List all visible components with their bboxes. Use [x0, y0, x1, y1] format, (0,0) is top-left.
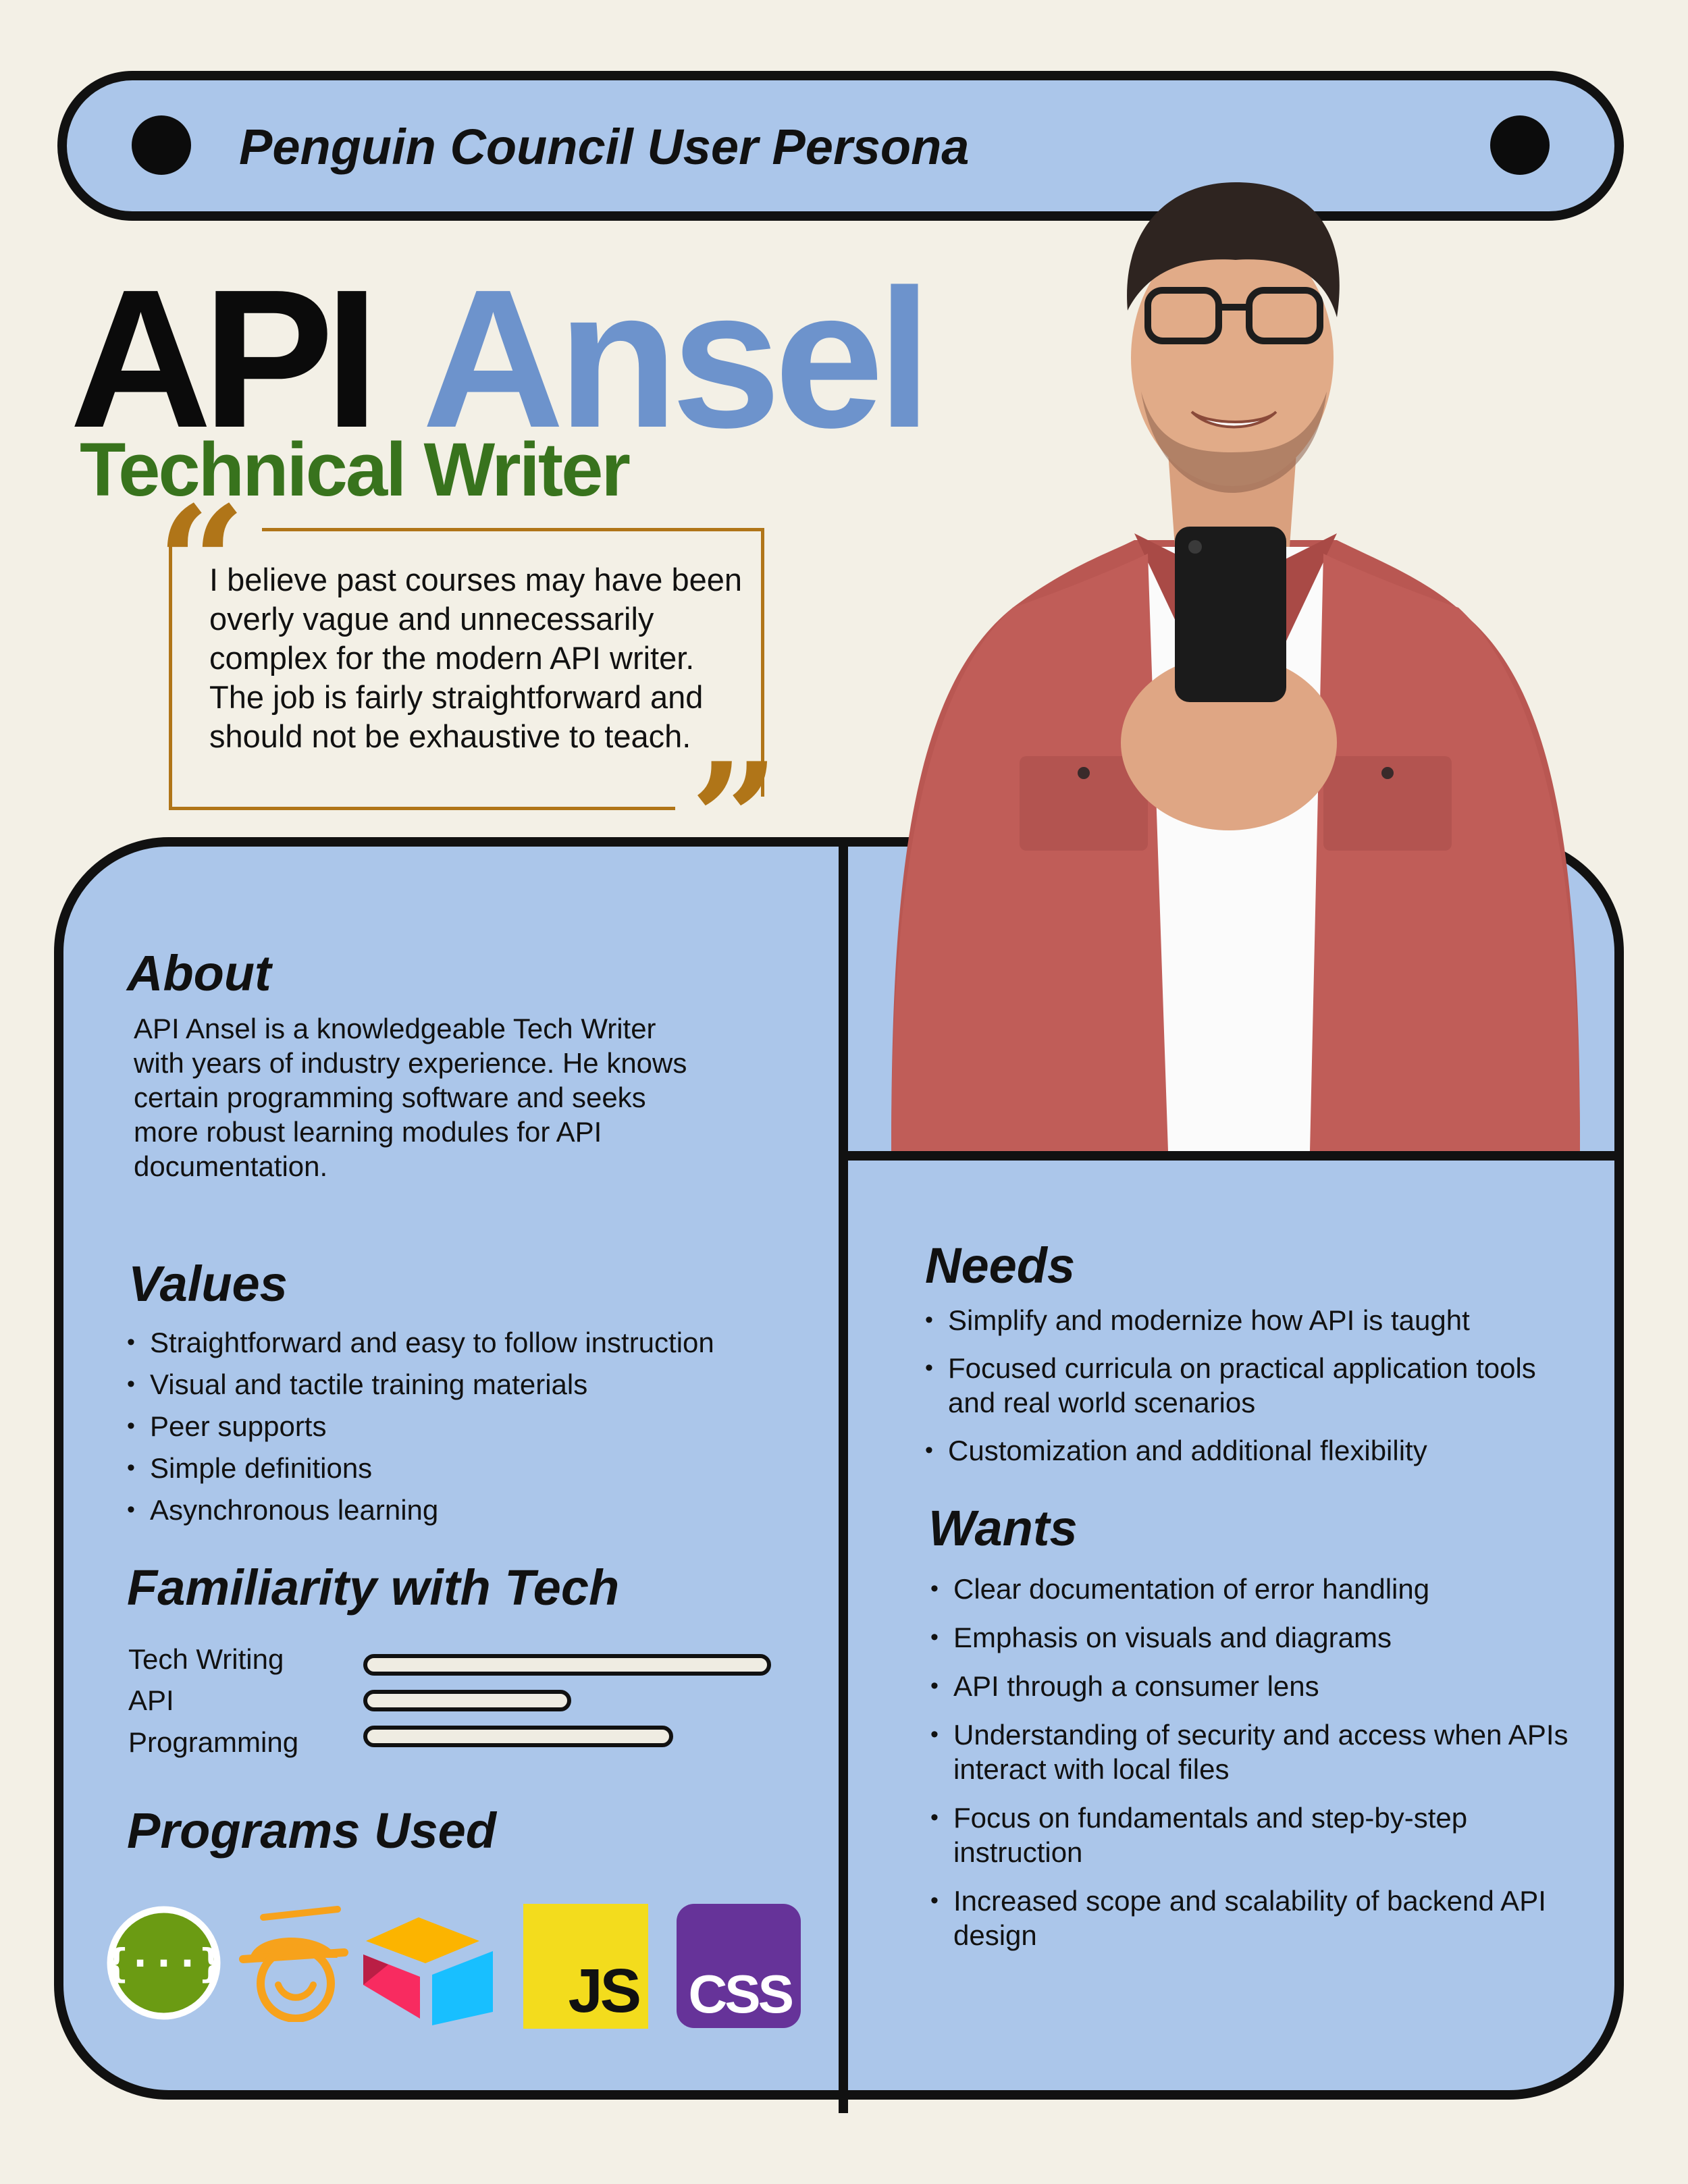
skill-bar-api [363, 1690, 571, 1711]
wants-list [930, 1572, 1579, 1967]
list-item: • Peer supports [127, 1409, 802, 1443]
page-title: Penguin Council User Persona [239, 119, 970, 175]
persona-photo [851, 135, 1620, 1151]
swagger-logo-icon [105, 1904, 223, 2022]
skill-bar-programming [363, 1726, 673, 1747]
list-item: • Focused curricula on practical application tools and real world scenarios [925, 1351, 1573, 1420]
skill-label-programming: Programming [128, 1726, 299, 1758]
css-logo-text: CSS [688, 1964, 791, 2024]
postman-logo-icon [236, 1904, 351, 2022]
javascript-logo-text: JS [568, 1956, 639, 2025]
persona-first-name: API [70, 248, 370, 469]
programs-heading: Programs Used [127, 1803, 496, 1859]
persona-last-name: Ansel [422, 248, 926, 469]
persona-quote: I believe past courses may have been overly vague and unnecessarily complex for the modern API writer. The job is fairly straightforward and should not be exhaustive to teach. [209, 562, 743, 754]
list-item: • API through a consumer lens [930, 1669, 1579, 1703]
persona-role: Technical Writer [80, 427, 629, 512]
list-item: • Clear documentation of error handling [930, 1572, 1579, 1606]
close-quote-icon: ” [690, 729, 780, 911]
list-item: • Simple definitions [127, 1451, 802, 1485]
list-item: • Focus on fundamentals and step-by-step instruction [930, 1801, 1579, 1869]
list-item: • Customization and additional flexibility [925, 1433, 1573, 1468]
familiarity-heading: Familiarity with Tech [127, 1560, 620, 1616]
css-logo-icon [677, 1904, 801, 2028]
list-item: • Increased scope and scalability of backend API design [930, 1884, 1579, 1952]
airtable-logo-icon [358, 1904, 500, 2025]
list-item: • Emphasis on visuals and diagrams [930, 1620, 1579, 1655]
javascript-logo-icon [523, 1904, 648, 2029]
panel-divider-horizontal [843, 1151, 1620, 1161]
svg-text:{···}: {···} [105, 1940, 223, 1986]
open-quote-icon: “ [157, 473, 246, 655]
list-item: • Understanding of security and access when APIs interact with local files [930, 1717, 1579, 1786]
list-item: • Asynchronous learning [127, 1493, 802, 1527]
wants-heading: Wants [928, 1500, 1078, 1556]
values-heading: Values [128, 1256, 288, 1312]
list-item: • Visual and tactile training materials [127, 1367, 802, 1402]
needs-heading: Needs [925, 1237, 1076, 1294]
values-list [127, 1325, 802, 1535]
about-heading: About [127, 945, 271, 1001]
skill-bar-tech-writing [363, 1654, 771, 1676]
list-item: • Simplify and modernize how API is taught [925, 1303, 1573, 1337]
about-text: API Ansel is a knowledgeable Tech Writer with years of industry experience. He knows certain programming software and seeks more robust learning modules for API documentation. [134, 1013, 687, 1182]
banner-dot-left-icon [132, 115, 191, 175]
list-item: • Straightforward and easy to follow instruction [127, 1325, 802, 1360]
skill-label-tech-writing: Tech Writing [128, 1643, 284, 1675]
panel-divider-vertical [839, 837, 848, 2113]
skill-label-api: API [128, 1684, 174, 1716]
needs-list [925, 1303, 1573, 1481]
